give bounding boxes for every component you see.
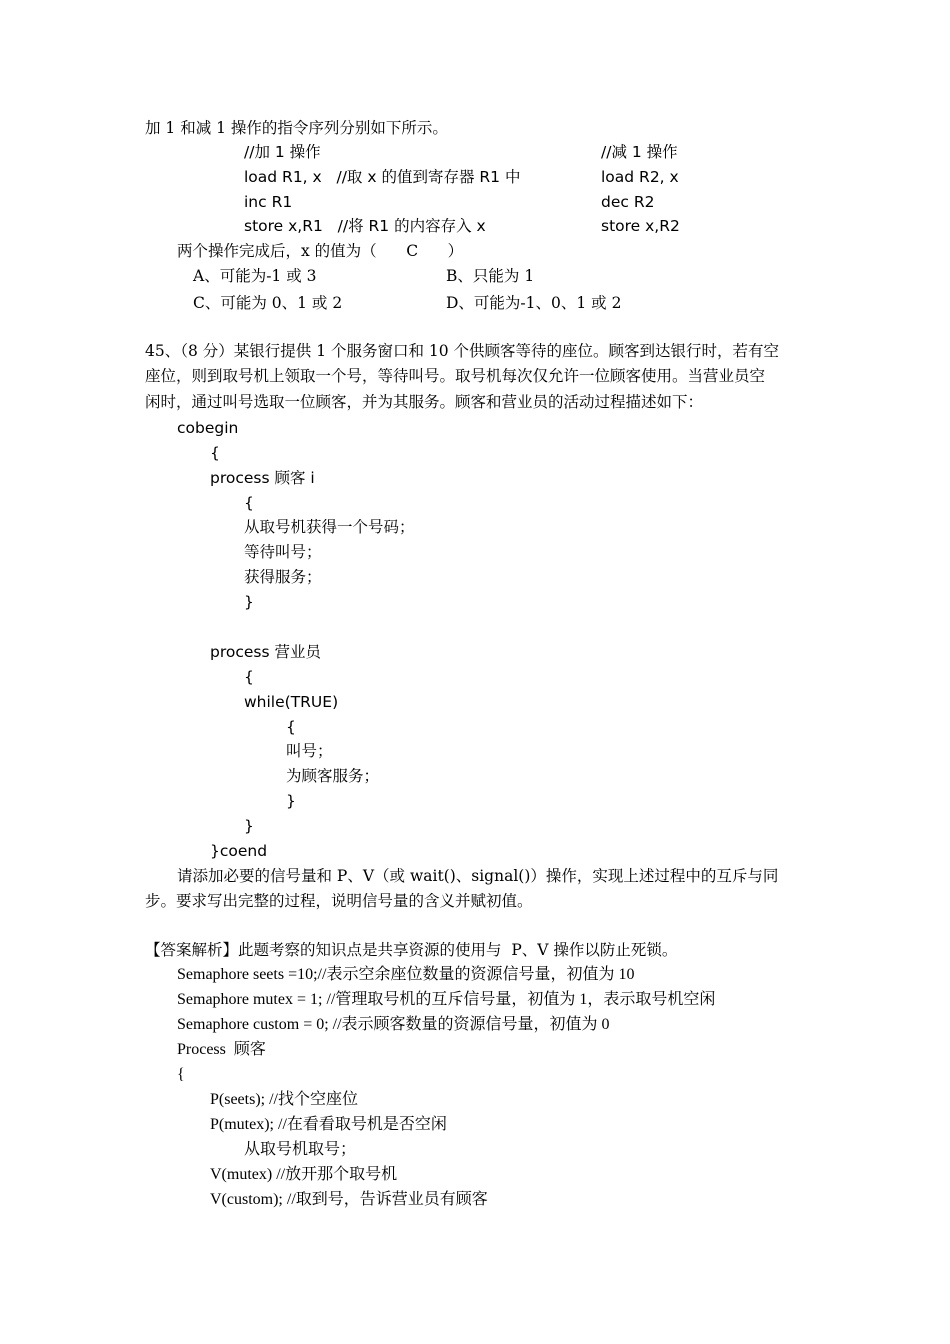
q44-question: 两个操作完成后，x 的值为（ C ） xyxy=(177,242,464,260)
code-right-line: store x,R2 xyxy=(601,217,680,235)
code-line: { xyxy=(210,444,220,462)
answer-heading: 【答案解析】此题考察的知识点是共享资源的使用与 P、V 操作以防止死锁。 xyxy=(145,941,678,959)
code-line: { xyxy=(286,718,296,736)
answer-line: Semaphore seets =10;//表示空余座位数量的资源信号量，初值为 10 xyxy=(177,966,635,983)
answer-line: P(seets); //找个空座位 xyxy=(210,1091,358,1108)
code-line: 等待叫号； xyxy=(244,543,322,561)
code-line: process 营业员 xyxy=(210,643,321,661)
code-line: } xyxy=(286,792,296,810)
code-right-line: load R2, x xyxy=(601,168,679,186)
code-left-line: load R1, x //取 x 的值到寄存器 R1 中 xyxy=(244,168,521,186)
code-line: 为顾客服务； xyxy=(286,767,380,785)
code-left-line: store x,R1 //将 R1 的内容存入 x xyxy=(244,217,486,235)
code-line: { xyxy=(244,668,254,686)
code-line: while(TRUE) xyxy=(244,693,339,711)
code-line: { xyxy=(244,494,254,512)
option-c: C、可能为 0、1 或 2 xyxy=(193,294,343,312)
q45-stem-line: 座位，则到取号机上领取一个号，等待叫号。取号机每次仅允许一位顾客使用。当营业员空 xyxy=(145,367,766,385)
code-right-line: dec R2 xyxy=(601,193,655,211)
code-line: 获得服务； xyxy=(244,568,322,586)
code-line: } xyxy=(244,817,254,835)
answer-line: { xyxy=(177,1066,185,1083)
q44-intro: 加 1 和减 1 操作的指令序列分别如下所示。 xyxy=(145,119,448,137)
code-line: process 顾客 i xyxy=(210,469,315,487)
code-line: 叫号； xyxy=(286,742,333,760)
q45-stem-line: 闲时，通过叫号选取一位顾客，并为其服务。顾客和营业员的活动过程描述如下： xyxy=(145,393,704,411)
code-left-line: //加 1 操作 xyxy=(244,143,321,161)
answer-line: V(mutex) //放开那个取号机 xyxy=(210,1166,398,1183)
answer-line: Process 顾客 xyxy=(177,1041,266,1058)
code-line: }coend xyxy=(210,842,268,860)
answer-line: Semaphore custom = 0; //表示顾客数量的资源信号量，初值为 0 xyxy=(177,1016,610,1033)
option-b: B、只能为 1 xyxy=(446,267,535,285)
q45-task-line: 请添加必要的信号量和 P、V（或 wait()、signal()）操作，实现上述过程中的互斥与同 xyxy=(177,867,779,885)
q45-task-line: 步。要求写出完整的过程，说明信号量的含义并赋初值。 xyxy=(145,892,533,910)
answer-line: V(custom); //取到号，告诉营业员有顾客 xyxy=(210,1191,488,1208)
option-d: D、可能为-1、0、1 或 2 xyxy=(446,294,622,312)
answer-line: 从取号机取号； xyxy=(244,1141,357,1158)
code-line: } xyxy=(244,593,254,611)
option-a: A、可能为-1 或 3 xyxy=(193,267,317,285)
code-left-line: inc R1 xyxy=(244,193,293,211)
code-line: 从取号机获得一个号码； xyxy=(244,518,415,536)
answer-line: Semaphore mutex = 1; //管理取号机的互斥信号量，初值为 1，表示取号机空闲 xyxy=(177,991,716,1008)
code-line: cobegin xyxy=(177,419,239,437)
q45-stem-line: 45、（8 分）某银行提供 1 个服务窗口和 10 个供顾客等待的座位。顾客到达银行时，若有空 xyxy=(145,342,780,360)
code-right-line: //减 1 操作 xyxy=(601,143,678,161)
answer-line: P(mutex); //在看看取号机是否空闲 xyxy=(210,1116,447,1133)
